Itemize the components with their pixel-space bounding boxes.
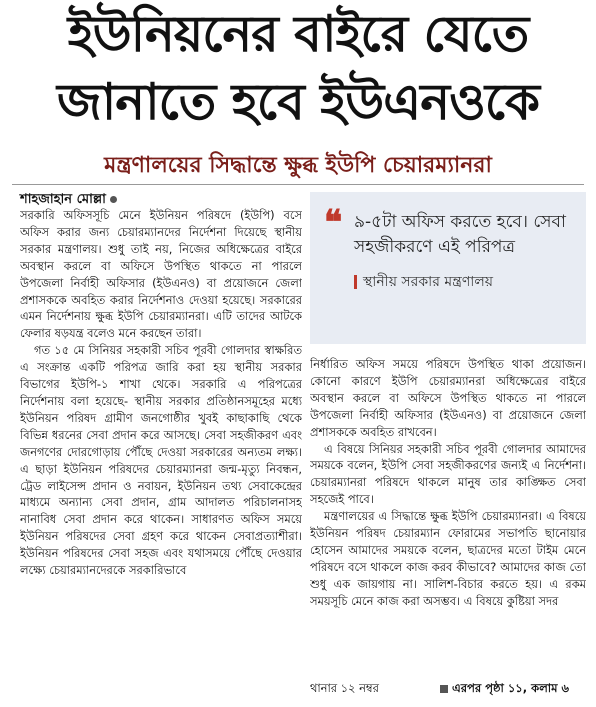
quote-icon: ❝: [324, 203, 343, 243]
byline-dot-icon: [110, 196, 117, 203]
article-column-1: [20, 207, 302, 695]
article-paragraph: নির্ধারিত অফিস সময়ে পরিষদে উপস্থিত থাকা প্রয়োজন। কোনো কারণে ইউপি চেয়ারম্যানরা অধিক্ষেত্রের বাইরে অবস্থান করলে বা অফিসে উপস্থিত থাকতে না পারলে উপজেলা নির্বাহী অফিসার (ইউএনও) বা প্রয়োজনে জেলা প্রশাসককে অবহিত রাখবেন।: [310, 357, 586, 439]
pull-quote-source: স্থানীয় সরকার মন্ত্রণালয়: [354, 270, 572, 294]
pull-quote-text: ৯-৫টা অফিস করতে হবে। সেবা সহজীকরণে এই পরিপত্র: [354, 212, 566, 257]
column-2-last-line: থানার ১২ নম্বর: [310, 681, 379, 695]
divider: [12, 184, 584, 185]
article-paragraph: মন্ত্রণালয়ের এ সিদ্ধান্তে ক্ষুব্ধ ইউপি চেয়ারম্যানরা। এ বিষয়ে ইউনিয়ন পরিষদ চেয়ারম্যান ফোরামের সভাপতি ছানোয়ার হোসেন আমাদের সময়কে বলেন, ছাত্রদের মতো টাইম মেনে পরিষদে বসে থাকলে কাজ করব কীভাবে? আমাদের কাজ তো শুধু এক জায়গায় না। সালিশ-বিচার করতে হয়। এ রকম সময়সূচি মেনে কাজ করা অসম্ভব। এ বিষয়ে কুষ্টিয়া সদর: [310, 509, 586, 608]
headline-line-2: জানাতে হবে ইউএনওকে: [57, 73, 539, 131]
pull-quote: [310, 192, 586, 344]
headline-line-1: ইউনিয়নের বাইরে যেতে: [67, 5, 529, 63]
article-paragraph: গত ১৫ মে সিনিয়র সহকারী সচিব পূরবী গোলদার স্বাক্ষরিত এ সংক্রান্ত একটি পরিপত্র জারি করা হয় স্থানীয় সরকার বিভাগের ইউপি-১ শাখা থেকে। সরকারি এ পরিপত্রের নির্দেশনায় বলা হয়েছে- স্থানীয় সরকার প্রতিষ্ঠানসমূহের মধ্যে ইউনিয়ন পরিষদ গ্রামীণ জনগোষ্ঠীর খুবই কাছাকাছি থেকে বিভিন্ন ধরনের সেবা প্রদান করে আসছে। সেবা সহজীকরণ এবং জনগণের দোরগোড়ায় পৌঁছে দেওয়া সরকারের অন্যতম লক্ষ্য। এ ছাড়া ইউনিয়ন পরিষদের চেয়ারম্যানরা জন্ম-মৃত্যু নিবন্ধন, ট্রেড লাইসেন্স প্রদান ও নবায়ন, ইউনিয়ন তথ্য সেবাকেন্দ্রের মাধ্যমে অন্যান্য সেবা প্রদান, গ্রাম আদালত পরিচালনাসহ নানাবিধ সেবা প্রদান করে থাকেন। সাধারণত অফিস সময়ে ইউনিয়ন পরিষদের সেবা গ্রহণ করে থাকেন সেবাপ্রত্যাশীরা। ইউনিয়ন পরিষদের সেবা সহজ এবং যথাসময়ে পৌঁছে দেওয়ার লক্ষ্যে চেয়ারম্যানদেরকে সরকারিভাবে: [20, 343, 302, 578]
byline-author: শাহজাহান মোল্লা: [20, 192, 106, 207]
article-paragraph: এ বিষয়ে সিনিয়র সহকারী সচিব পূরবী গোলদার আমাদের সময়কে বলেন, ইউপি সেবা সহজীকরণের জন্যই এ নির্দেশনা। চেয়ারম্যানরা পরিষদে থাকলে মানুষ তার কাঙ্ক্ষিত সেবা সহজেই পাবে।: [310, 441, 586, 507]
continued-square-icon: [440, 685, 448, 693]
article-column-2: [310, 356, 586, 678]
continued-note: এরপর পৃষ্ঠা ১১, কলাম ৬: [440, 680, 569, 699]
subheadline: মন্ত্রণালয়ের সিদ্ধান্তে ক্ষুব্ধ ইউপি চেয়ারম্যানরা: [104, 153, 492, 178]
article-paragraph: সরকারি অফিসসূচি মেনে ইউনিয়ন পরিষদে (ইউপি) বসে অফিস করার জন্য চেয়ারম্যানদের নির্দেশনা দিয়েছে স্থানীয় সরকার মন্ত্রণালয়। শুধু তাই নয়, নিজের অধিক্ষেত্রের বাইরে অবস্থান করলে বা অফিসে উপস্থিত থাকতে না পারলে উপজেলা নির্বাহী অফিসার (ইউএনও) বা প্রয়োজনে জেলা প্রশাসককে অবহিত করার নির্দেশনাও দেওয়া হয়েছে। সরকারের এমন নির্দেশনায় ক্ষুব্ধ ইউপি চেয়ারম্যানরা। এটি তাদের আটকে ফেলার ষড়যন্ত্র বলেও মনে করছেন তারা।: [20, 208, 302, 341]
source-bar-icon: [354, 275, 357, 289]
